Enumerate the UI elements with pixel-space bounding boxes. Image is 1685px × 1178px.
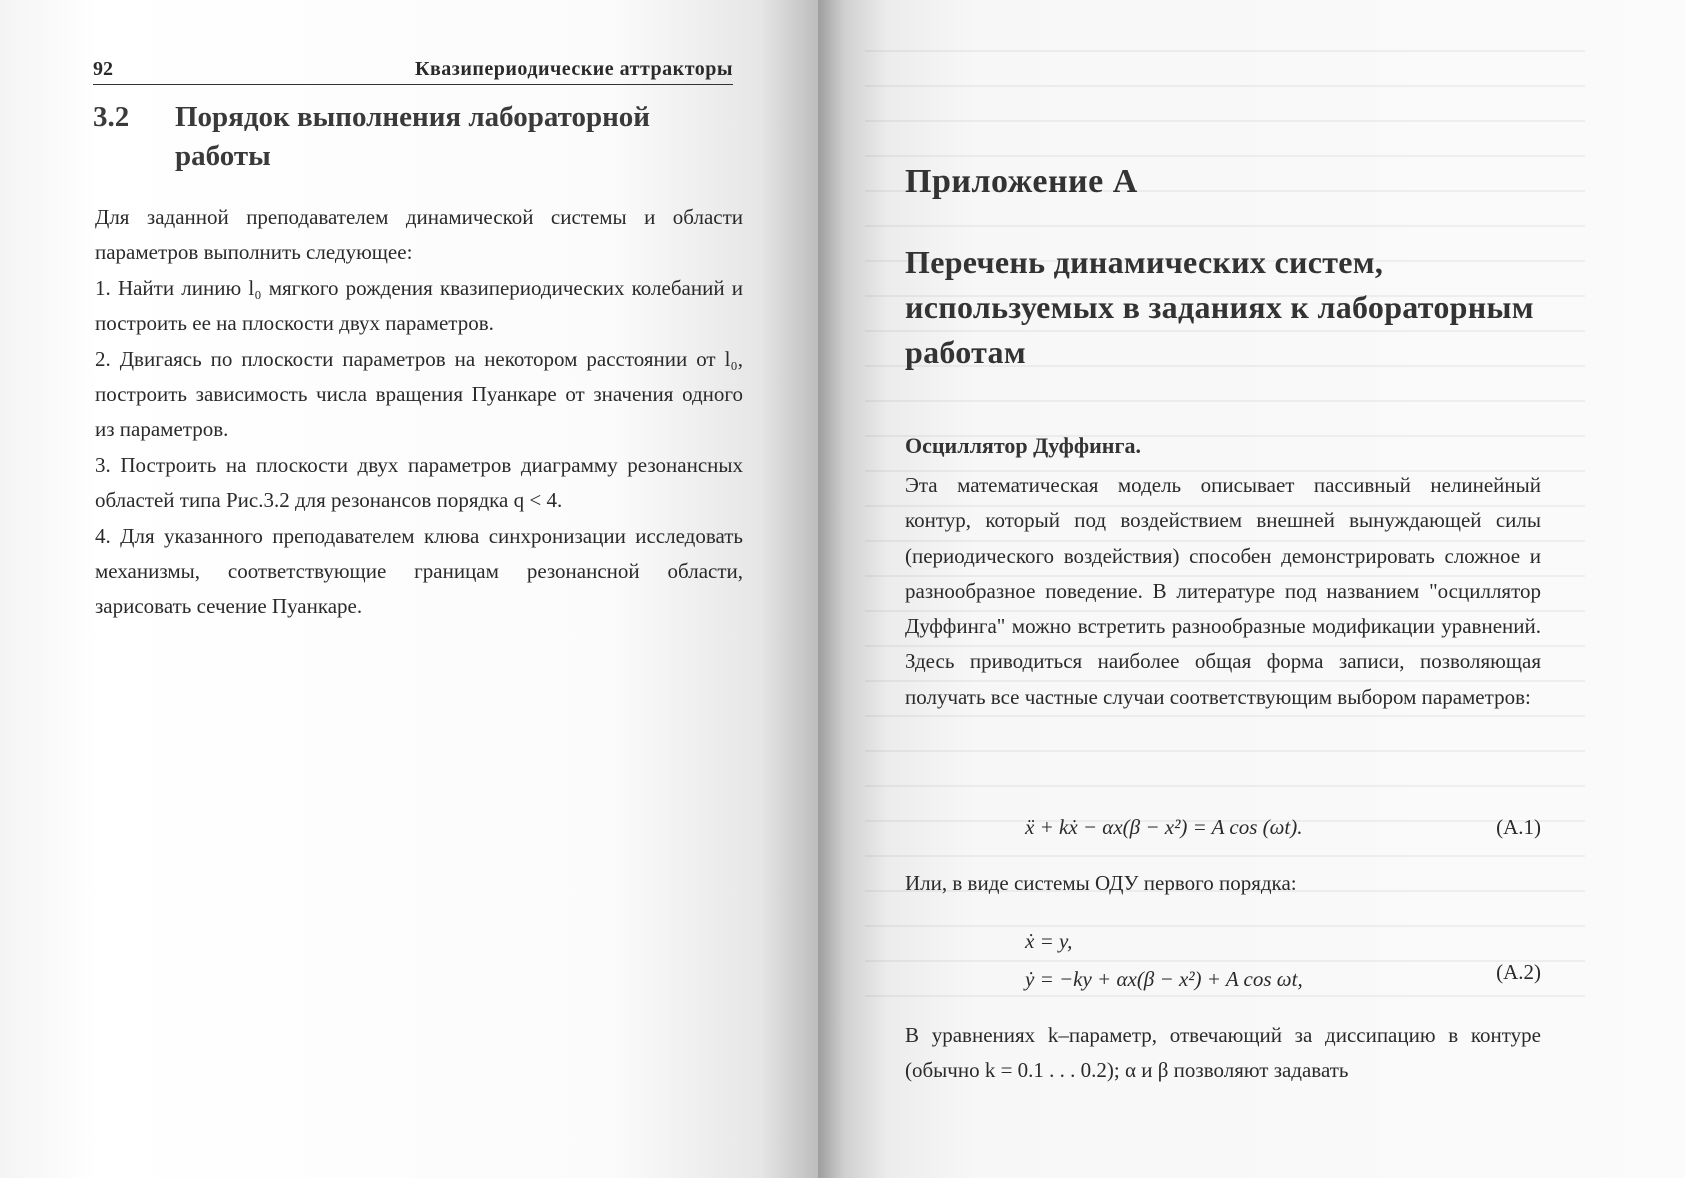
section-number: 3.2 <box>93 101 130 133</box>
appendix-paragraph-2 <box>905 866 1541 901</box>
appendix-paragraph-1 <box>905 468 1541 715</box>
equation-a2 <box>905 922 1541 1002</box>
running-title: Квазипериодические аттракторы <box>415 58 733 80</box>
left-page <box>0 0 818 1178</box>
subsection-title: Осциллятор Дуффинга. <box>905 433 1141 458</box>
equation-a2-system <box>1025 922 1303 998</box>
equation-a1-body: ẍ + kẋ − αx(β − x²) = A cos (ωt). <box>1025 815 1303 839</box>
page-number: 92 <box>93 58 113 80</box>
appendix-title: Перечень динамических систем, используемых в заданиях к лабораторным работам <box>905 244 1534 370</box>
intro-paragraph: Для заданной преподавателем динамической системы и области параметров выполнить следующее: <box>95 205 743 264</box>
section-heading <box>93 98 743 176</box>
equation-a2-line-1: ẋ = y, <box>1025 929 1073 953</box>
appendix-paragraph-3 <box>905 1018 1541 1089</box>
left-body-text <box>95 200 743 625</box>
paragraph-1-text: Эта математическая модель описывает пассивный нелинейный контур, который под воздействием внешней вынуждающей силы (периодического воздействия) способен демонстрировать сложное и разнообразное поведение. В литературе под названием "осциллятор Дуффинга" можно встретить разнообразные модификации уравнений. Здесь приводиться наиболее общая форма записи, позволяющая получать все частные случаи соответствующим выбором параметров: <box>905 473 1541 709</box>
list-item-2: 2. Двигаясь по плоскости параметров на некотором расстоянии от l₀, построить зависимость числа вращения Пуанкаре от значения одного из параметров. <box>95 347 743 441</box>
list-item-1: 1. Найти линию l₀ мягкого рождения квазипериодических колебаний и построить ее на плоскости двух параметров. <box>95 276 743 335</box>
section-title: Порядок выполнения лабораторной работы <box>175 101 651 172</box>
list-item-3: 3. Построить на плоскости двух параметров диаграмму резонансных областей типа Рис.3.2 для резонансов порядка q < 4. <box>95 453 743 512</box>
equation-a2-number: (A.2) <box>1496 960 1541 984</box>
equation-a2-line-2: ẏ = −ky + αx(β − x²) + A cos ωt, <box>1025 967 1303 991</box>
appendix-label: Приложение А <box>905 163 1138 200</box>
equation-a1 <box>905 815 1541 845</box>
paragraph-2-text: Или, в виде системы ОДУ первого порядка: <box>905 871 1297 895</box>
equation-a1-number: (A.1) <box>1496 815 1541 839</box>
list-item-4: 4. Для указанного преподавателем клюва синхронизации исследовать механизмы, соответствующие границам резонансной области, зарисовать сечение Пуанкаре. <box>95 524 743 618</box>
running-head <box>93 58 733 85</box>
paragraph-3-text: В уравнениях k–параметр, отвечающий за диссипацию в контуре (обычно k = 0.1 . . . 0.2); α и β позволяют задавать <box>905 1023 1541 1083</box>
